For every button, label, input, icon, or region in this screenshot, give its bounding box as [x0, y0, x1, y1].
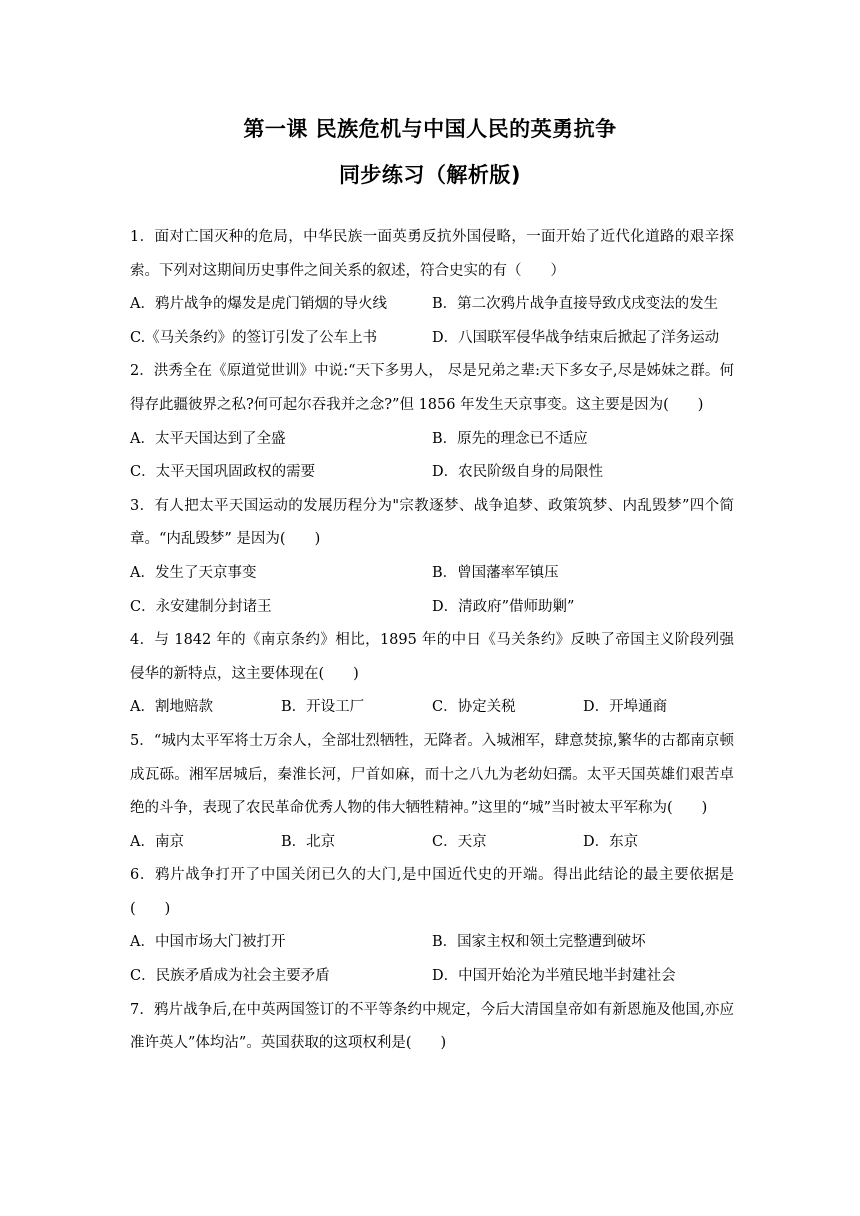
option-d: D．农民阶级自身的局限性	[432, 464, 604, 481]
question-stem: 5．“城内太平军将士万余人，全部壮烈牺牲，无降者。入城湘军，肆意焚掠,繁华的古都南京顿成瓦砾。湘军居城后，秦淮长河，尸首如麻，而十之八九为老幼妇孺。太平天国英雄们艰苦卓绝的斗争，表现了农民革命优秀人物的伟大牺牲精神。”这里的“城”当时被太平军称为( )	[130, 732, 734, 817]
option-d: D．中国开始沦为半殖民地半封建社会	[432, 968, 676, 985]
option-group	[130, 557, 734, 624]
option-a: A．发生了天京事变	[130, 564, 257, 581]
option-a: A．割地赔款	[130, 699, 213, 716]
question-7	[130, 994, 734, 1061]
option-group	[130, 423, 734, 490]
option-a: A．鸦片战争的爆发是虎门销烟的导火线	[130, 296, 387, 313]
question-1	[130, 221, 734, 355]
option-d: D．开埠通商	[583, 699, 668, 716]
option-c: C.《马关条约》的签订引发了公车上书	[130, 329, 378, 346]
question-3	[130, 490, 734, 624]
option-group	[130, 691, 734, 725]
option-b: B．原先的理念已不适应	[432, 430, 588, 447]
option-group	[130, 826, 734, 860]
question-stem: 3．有人把太平天国运动的发展历程分为"宗教逐梦、战争追梦、政策筑梦、内乱毁梦”四个简章。“内乱毁梦” 是因为( )	[130, 497, 734, 548]
option-c: C．协定关税	[432, 699, 516, 716]
question-6	[130, 859, 734, 993]
question-stem: 1．面对亡国灭种的危局，中华民族一面英勇反抗外国侵略，一面开始了近代化道路的艰辛探索。下列对这期间历史事件之间关系的叙述，符合史实的有（ ）	[130, 229, 734, 279]
option-c: C．天京	[432, 833, 487, 850]
question-list	[130, 221, 734, 1061]
option-a: A．中国市场大门被打开	[130, 934, 286, 951]
option-group	[130, 926, 734, 993]
option-b: B．开设工厂	[281, 699, 365, 716]
option-group	[130, 288, 734, 355]
option-b: B．北京	[281, 833, 336, 850]
question-4	[130, 624, 734, 725]
question-2	[130, 355, 734, 489]
option-a: A．南京	[130, 833, 184, 850]
document-subtitle: 同步练习（解析版)	[338, 163, 522, 187]
question-5	[130, 725, 734, 859]
option-a: A．太平天国达到了全盛	[130, 430, 286, 447]
option-d: D．八国联军侵华战争结束后掀起了洋务运动	[432, 329, 720, 346]
option-b: B．第二次鸦片战争直接导致戊戌变法的发生	[432, 296, 719, 313]
document-title: 第一课 民族危机与中国人民的英勇抗争	[243, 117, 617, 141]
question-stem: 2．洪秀全在《原道觉世训》中说:“天下多男人， 尽是兄弟之辈:天下多女子,尽是姊妹之群。何得存此疆彼界之私?何可起尔吞我并之念?”但 1856 年发生天京事变。这主要是因为( )	[130, 363, 734, 413]
option-b: B．国家主权和领土完整遭到破坏	[432, 934, 646, 951]
question-stem: 6．鸦片战争打开了中国关闭已久的大门,是中国近代史的开端。得出此结论的最主要依据是( )	[130, 867, 734, 917]
question-stem: 7．鸦片战争后,在中英两国签订的不平等条约中规定，今后大清国皇帝如有新恩施及他国,亦应准许英人”体均沾”。英国获取的这项权利是( )	[130, 1001, 734, 1052]
option-d: D．清政府”借师助剿”	[432, 598, 575, 615]
option-d: D．东京	[583, 833, 639, 850]
option-b: B．曾国藩率军镇压	[432, 564, 559, 581]
option-c: C．民族矛盾成为社会主要矛盾	[130, 968, 330, 985]
question-stem: 4．与 1842 年的《南京条约》相比，1895 年的中日《马关条约》反映了帝国主义阶段列强侵华的新特点，这主要体现在( )	[130, 632, 734, 682]
option-c: C．永安建制分封诸王	[130, 598, 272, 615]
option-c: C．太平天国巩固政权的需要	[130, 464, 316, 481]
